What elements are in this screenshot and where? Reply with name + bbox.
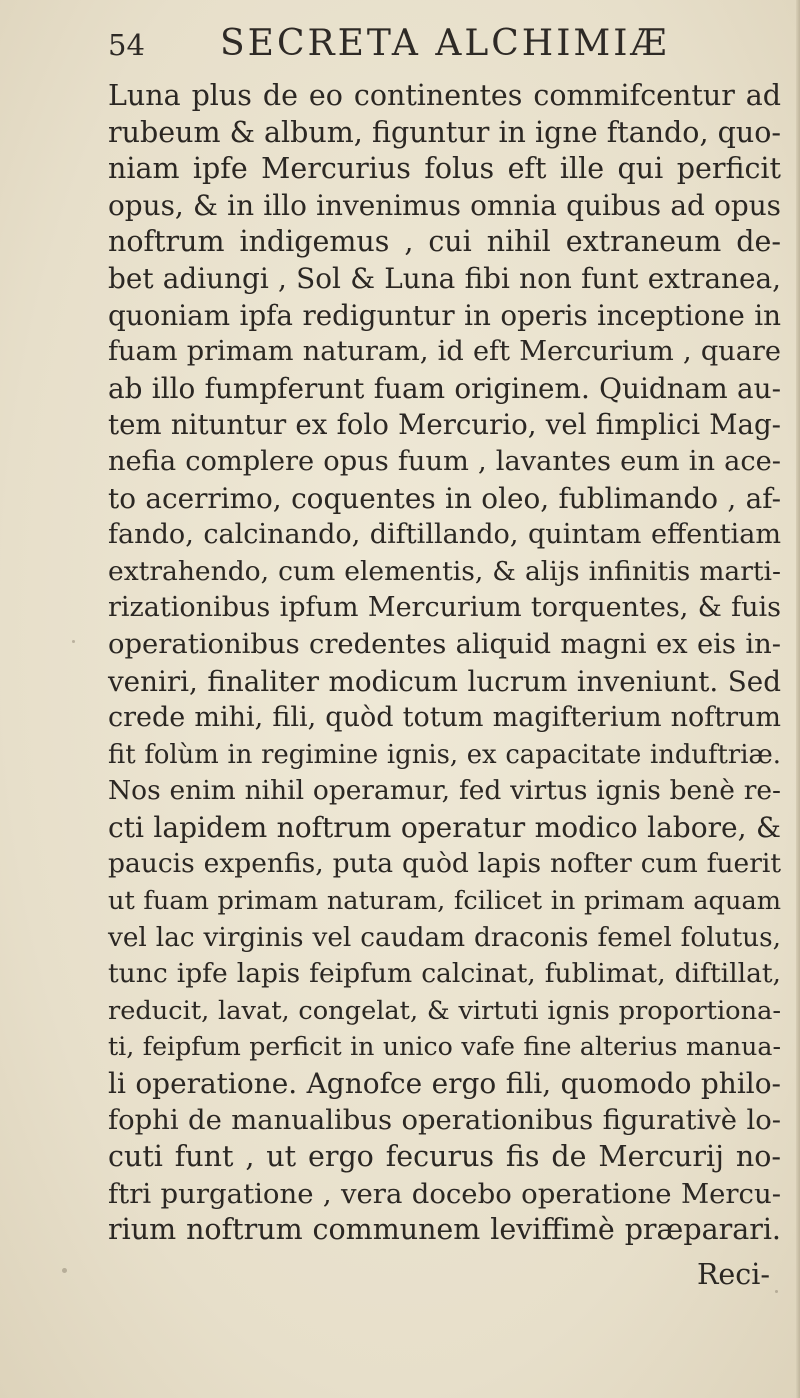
text-line: rubeum & album, figuntur in igne ftando, quo- <box>108 115 781 149</box>
text-line: cti lapidem noftrum operatur modico labore, & <box>108 810 781 844</box>
text-line: ut fuam primam naturam, fcilicet in primam aquam <box>108 886 781 917</box>
text-line: fophi de manualibus operationibus figurativè lo- <box>108 1104 781 1136</box>
text-line: bet adiungi , Sol & Luna fibi non funt extranea, <box>108 261 781 295</box>
text-line: tunc ipfe lapis feipfum calcinat, fublimat, diftillat, <box>108 958 781 990</box>
text-line: niam ipfe Mercurius folus eft ille qui perficit <box>108 152 781 186</box>
running-head: SECRETA ALCHIMIÆ <box>220 23 670 64</box>
text-line: Nos enim nihil operamur, fed virtus ignis benè re- <box>108 775 781 807</box>
text-line: ab illo fumpferunt fuam originem. Quidnam au- <box>108 371 781 405</box>
text-line: ftri purgatione , vera docebo operatione Mercu- <box>108 1177 781 1210</box>
catchword: Reci- <box>696 1258 770 1291</box>
text-line: to acerrimo, coquentes in oleo, fublimando , af- <box>108 481 781 515</box>
text-line: paucis expenfis, puta quòd lapis nofter cum fuerit <box>108 848 781 880</box>
text-line: veniri, finaliter modicum lucrum inveniunt. Sed <box>108 664 781 698</box>
paper-speck <box>62 1268 67 1273</box>
text-line: operationibus credentes aliquid magni ex eis in- <box>108 628 781 660</box>
text-line: fit folùm in regimine ignis, ex capacitate induftriæ. <box>108 739 781 770</box>
text-line: li operatione. Agnofce ergo fili, quomodo philo- <box>108 1067 781 1101</box>
body-text <box>108 78 781 1249</box>
text-line: fando, calcinando, diftillando, quintam effentiam <box>108 519 781 551</box>
text-line: ti, feipfum perficit in unico vafe fine alterius manua- <box>108 1032 781 1062</box>
page-header <box>108 18 748 68</box>
text-line: fuam primam naturam, id eft Mercurium , quare <box>108 336 781 368</box>
page-edge-shadow <box>796 0 800 1398</box>
text-line: cuti funt , ut ergo fecurus fis de Mercurij no- <box>108 1140 781 1174</box>
page-number: 54 <box>108 28 145 62</box>
paper-speck <box>72 640 75 643</box>
paper-speck <box>775 1290 778 1293</box>
text-line: Luna plus de eo continentes commifcentur ad <box>108 79 781 112</box>
text-line: opus, & in illo invenimus omnia quibus ad opus <box>108 188 781 222</box>
text-line: extrahendo, cum elementis, & alijs infinitis marti- <box>108 555 781 587</box>
text-line: noftrum indigemus , cui nihil extraneum de- <box>108 225 781 259</box>
text-line: vel lac virginis vel caudam draconis femel folutus, <box>108 922 781 953</box>
text-line: nefia complere opus fuum , lavantes eum in ace- <box>108 445 781 477</box>
text-line: crede mihi, fili, quòd totum magifterium noftrum <box>108 702 781 734</box>
text-line: tem nituntur ex folo Mercurio, vel fimplici Mag- <box>108 408 781 442</box>
text-line: reducit, lavat, congelat, & virtuti ignis proportiona- <box>108 995 781 1026</box>
text-line: rium noftrum communem leviffimè præparari. <box>108 1213 781 1247</box>
text-line: rizationibus ipfum Mercurium torquentes, & fuis <box>108 592 781 624</box>
text-line: quoniam ipfa rediguntur in operis inceptione in <box>108 298 781 332</box>
